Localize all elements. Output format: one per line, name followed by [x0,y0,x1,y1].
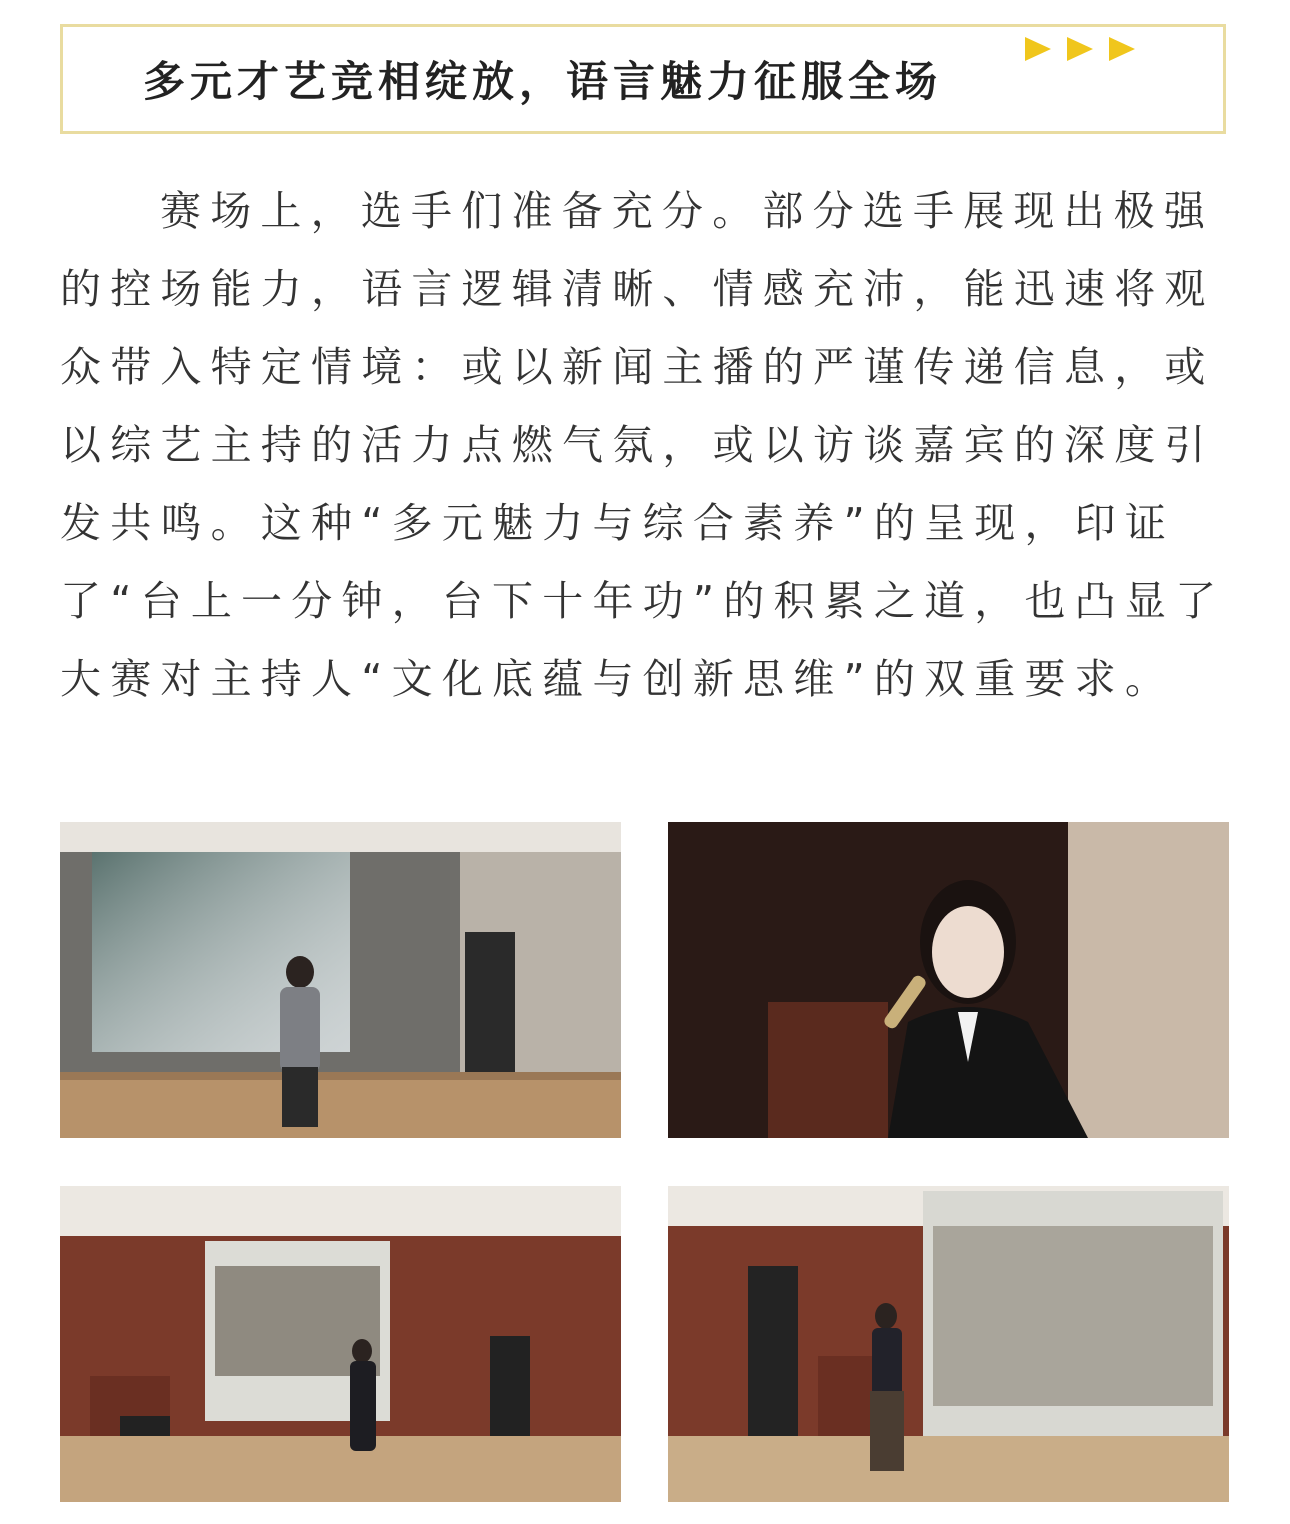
article-paragraph-text: 赛场上，选手们准备充分。部分选手展现出极强的控场能力，语言逻辑清晰、情感充沛，能迅速将观众带入特定情境：或以新闻主播的严谨传递信息，或以综艺主持的活力点燃气氛，或以访谈嘉宾的深度引发共鸣。这种“多元魅力与综合素养”的呈现，印证了“台上一分钟，台下十年功”的积累之道，也凸显了大赛对主持人“文化底蕴与创新思维”的双重要求。 [60,187,1226,703]
arrow-right-icon [1067,37,1093,61]
section-title-box [60,24,1226,134]
photo-contestant-stage-wide [60,822,621,1138]
arrow-right-icon [1109,37,1135,61]
section-title: 多元才艺竞相绽放，语言魅力征服全场 [143,57,943,106]
arrow-right-icon [1025,37,1051,61]
arrow-decoration [1015,37,1145,61]
photo-contestant-stage-side [60,1186,621,1502]
photo-contestant-closeup [668,822,1229,1138]
photo-contestant-stage-screen [668,1186,1229,1502]
article-paragraph [60,172,1240,718]
